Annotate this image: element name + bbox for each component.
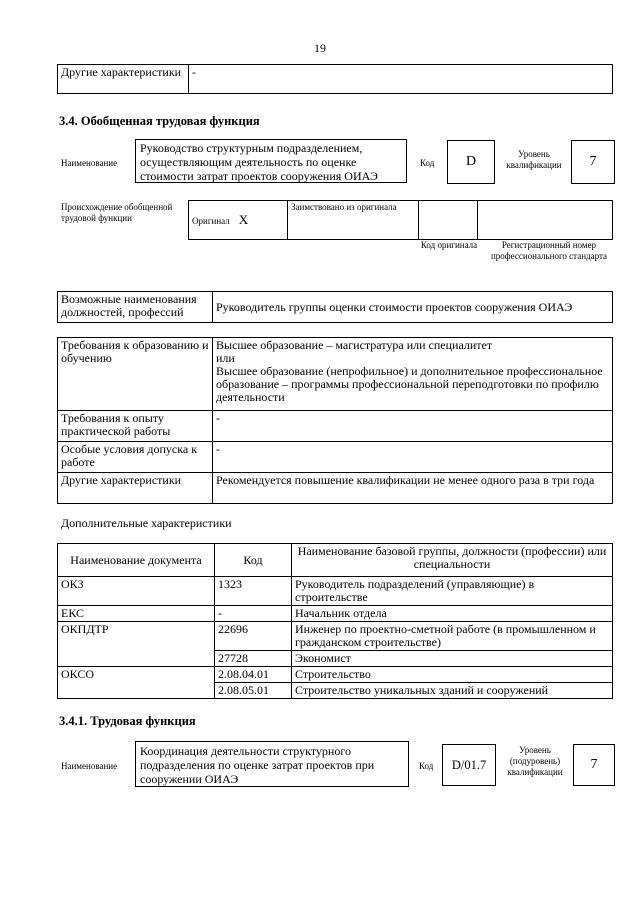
positions-value: Руководитель группы оценки стоимости проектов сооружения ОИАЭ — [213, 292, 613, 323]
table-row — [58, 651, 613, 667]
requirement-value — [213, 338, 613, 411]
function-name-value: Руководство структурным подразделением, осуществляющим деятельность по оценке стоимости затрат проектов сооружения ОИАЭ — [135, 139, 407, 183]
code-cell: 2.08.04.01 — [215, 667, 292, 683]
top-characteristics-table — [57, 64, 613, 94]
level-value: 7 — [571, 140, 615, 184]
requirements-table — [57, 337, 613, 504]
code-value: D — [447, 140, 495, 184]
header-code: Код — [215, 544, 292, 577]
tf-code-label: Код — [419, 761, 434, 771]
tf-level-label: Уровень (подуровень) квалификации — [507, 745, 563, 777]
name-cell: Строительство уникальных зданий и сооружений — [292, 683, 613, 699]
additional-header-row — [58, 544, 613, 577]
original-mark: X — [238, 212, 249, 227]
origin-code-cell — [419, 201, 478, 240]
level-label: Уровень квалификации — [506, 149, 562, 170]
section-3-4-heading: 3.4. Обобщенная трудовая функция — [59, 114, 260, 128]
table-row — [58, 667, 613, 683]
code-cell: 2.08.05.01 — [215, 683, 292, 699]
top-table-value: - — [189, 65, 613, 94]
origin-table — [188, 200, 613, 240]
requirement-line: Высшее образование – магистратура или специалитет — [216, 338, 493, 352]
name-label: Наименование — [61, 158, 118, 168]
table-row — [58, 683, 613, 699]
doc-cell: ОКПДТР — [58, 622, 215, 651]
tf-code-value: D/01.7 — [442, 744, 496, 786]
page-number: 19 — [314, 41, 326, 55]
tf-level-value: 7 — [573, 744, 615, 786]
code-cell: 27728 — [215, 651, 292, 667]
positions-table — [57, 291, 613, 323]
borrowed-label: Заимствовано из оригинала — [288, 201, 419, 240]
header-doc: Наименование документа — [58, 544, 215, 577]
name-cell: Строительство — [292, 667, 613, 683]
table-row — [58, 622, 613, 651]
requirement-row — [58, 411, 613, 442]
code-cell: - — [215, 606, 292, 622]
table-row — [58, 606, 613, 622]
original-cell — [189, 201, 288, 240]
requirement-label: Требования к опыту практической работы — [58, 411, 213, 442]
origin-label: Происхождение обобщенной трудовой функции — [61, 202, 173, 223]
doc-cell — [58, 683, 215, 699]
doc-cell: ЕКС — [58, 606, 215, 622]
doc-cell — [58, 651, 215, 667]
tf-name-value: Координация деятельности структурного подразделения по оценке затрат проектов при сооружении ОИАЭ — [135, 741, 409, 787]
requirement-value: Рекомендуется повышение квалификации не менее одного раза в три года — [213, 473, 613, 504]
requirement-value: - — [213, 442, 613, 473]
origin-code-caption: Код оригинала — [420, 240, 478, 250]
requirement-row — [58, 442, 613, 473]
requirement-label: Особые условия допуска к работе — [58, 442, 213, 473]
requirement-label: Другие характеристики — [58, 473, 213, 504]
name-cell: Инженер по проектно-сметной работе (в промышленном и гражданском строительстве) — [292, 622, 613, 651]
requirement-value: - — [213, 411, 613, 442]
requirement-label: Требования к образованию и обучению — [58, 338, 213, 411]
original-label: Оригинал — [192, 216, 230, 226]
tf-name-label: Наименование — [61, 761, 118, 771]
additional-table — [57, 543, 613, 699]
requirement-row — [58, 338, 613, 411]
code-label: Код — [420, 158, 435, 168]
table-row — [58, 577, 613, 606]
reg-number-cell — [478, 201, 613, 240]
requirement-line: или — [216, 351, 235, 365]
reg-number-caption: Регистрационный номер профессионального стандарта — [490, 240, 608, 261]
positions-label: Возможные наименования должностей, профессий — [58, 292, 213, 323]
additional-title: Дополнительные характеристики — [61, 516, 232, 530]
header-name: Наименование базовой группы, должности (профессии) или специальности — [292, 544, 613, 577]
requirement-line: Высшее образование (непрофильное) и дополнительное профессиональное образование – программы профессиональной переподготовки по профилю деятельности — [216, 364, 603, 404]
name-cell: Экономист — [292, 651, 613, 667]
code-cell: 22696 — [215, 622, 292, 651]
section-3-4-1-heading: 3.4.1. Трудовая функция — [59, 714, 196, 728]
requirement-row — [58, 473, 613, 504]
doc-cell: ОКЗ — [58, 577, 215, 606]
code-cell: 1323 — [215, 577, 292, 606]
doc-cell: ОКСО — [58, 667, 215, 683]
name-cell: Руководитель подразделений (управляющие) в строительстве — [292, 577, 613, 606]
name-cell: Начальник отдела — [292, 606, 613, 622]
top-table-label: Другие характеристики — [58, 65, 189, 94]
